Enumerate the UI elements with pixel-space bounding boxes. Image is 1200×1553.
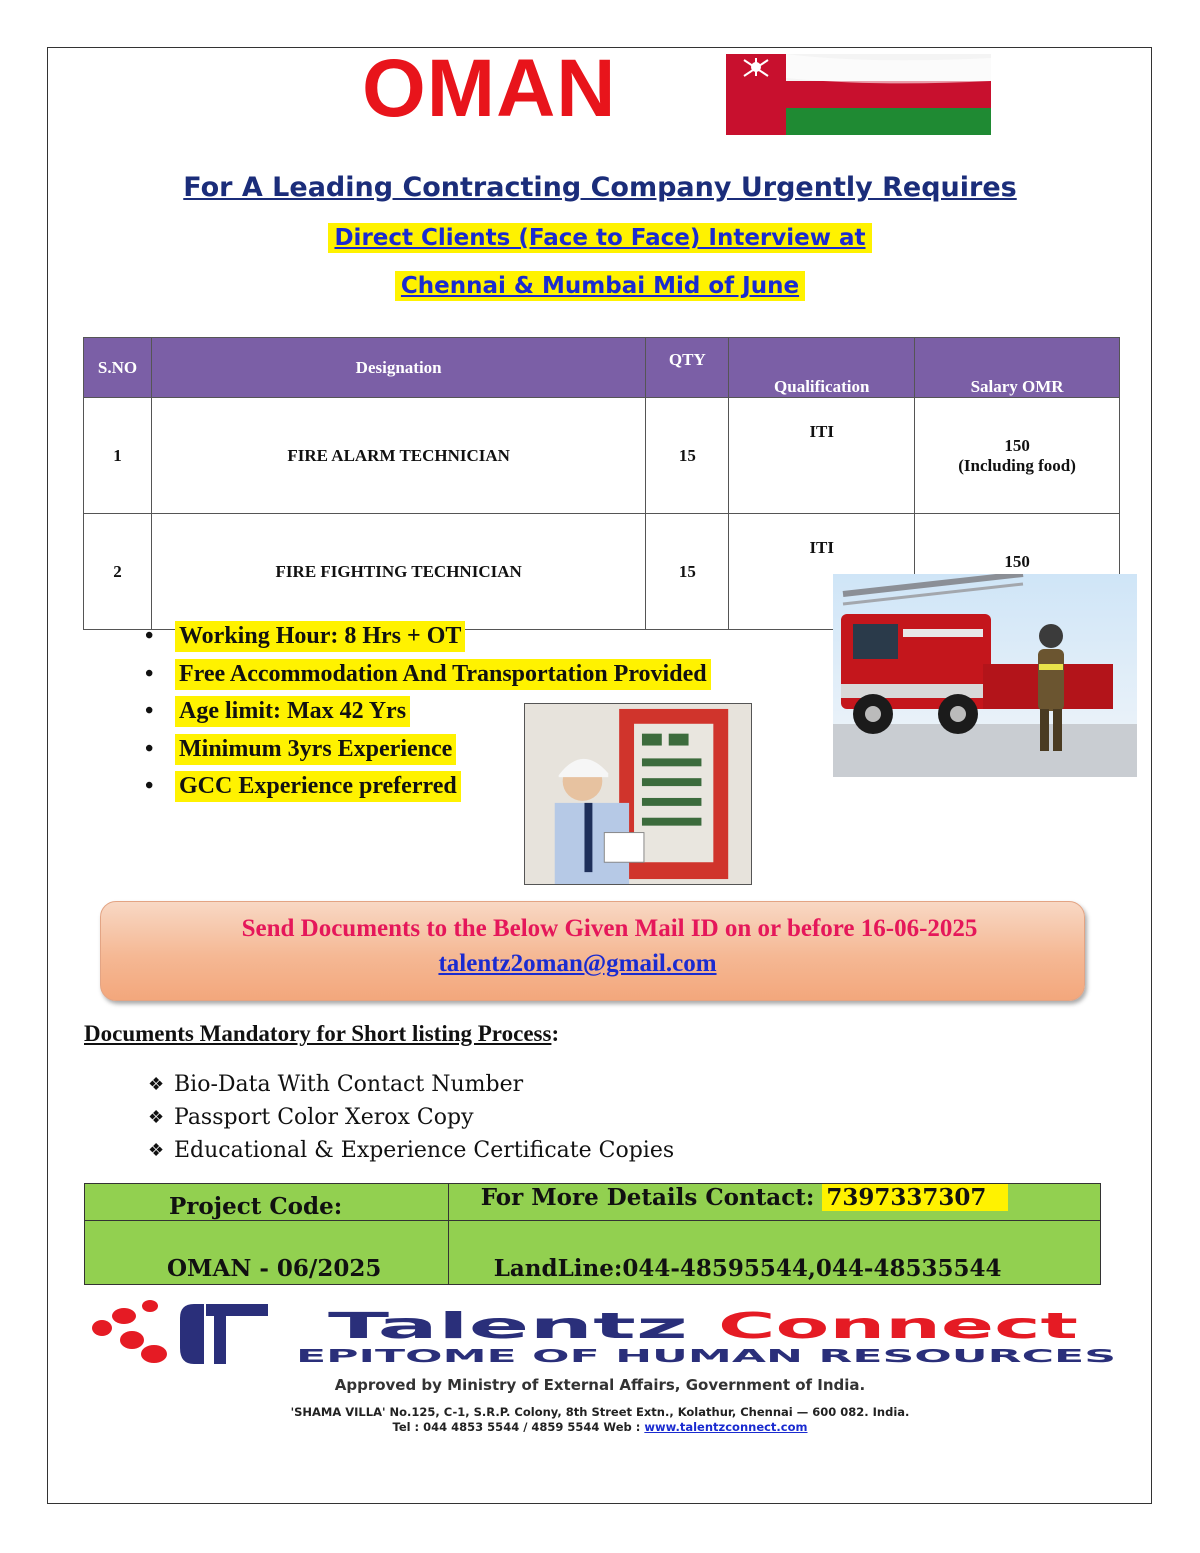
- qty-cell: 15: [646, 398, 729, 514]
- bullet-icon: •: [145, 660, 154, 687]
- salary-value: 150: [1004, 435, 1030, 455]
- headline: For A Leading Contracting Company Urgently Requires: [183, 172, 1017, 203]
- address-line: 'SHAMA VILLA' No.125, C-1, S.R.P. Colony, 8th Street Extn., Kolathur, Chennai — 600 082. India.: [290, 1405, 910, 1419]
- sno-cell: 2: [84, 514, 152, 630]
- diamond-bullet-icon: ❖: [148, 1107, 165, 1128]
- column-header: Salary OMR: [915, 338, 1120, 398]
- approval-line: Approved by Ministry of External Affairs, Government of India.: [334, 1376, 866, 1394]
- column-header: Designation: [151, 338, 645, 398]
- list-item: ❖ Educational & Experience Certificate Copies: [148, 1138, 675, 1163]
- phone-number: 7397337307: [822, 1184, 1008, 1211]
- talentz-logo-icon: [88, 1298, 1128, 1370]
- qty-cell: 15: [646, 514, 729, 630]
- documents-list: [148, 1068, 674, 1167]
- list-item: • Working Hour: 8 Hrs + OT: [145, 618, 711, 656]
- mail-info-box: [100, 901, 1085, 1001]
- bullet-icon: •: [145, 735, 154, 762]
- page-title: OMAN: [362, 43, 617, 134]
- table-header-row: [84, 338, 1120, 398]
- salary-note: (Including food): [958, 455, 1076, 475]
- column-header: Qualification: [729, 338, 915, 398]
- project-code: OMAN - 06/2025: [85, 1221, 449, 1285]
- bullet-icon: •: [145, 698, 154, 725]
- documents-heading: Documents Mandatory for Short listing Process:: [84, 1021, 560, 1046]
- fire-truck-photo: [833, 574, 1137, 777]
- sno-cell: 1: [84, 398, 152, 514]
- bullet-icon: •: [145, 623, 154, 650]
- interview-line-1: Direct Clients (Face to Face) Interview at: [0, 225, 1200, 251]
- tagline: EPITOME OF HUMAN RESOURCES: [296, 1346, 1116, 1367]
- email-link[interactable]: talentz2oman@gmail.com: [438, 950, 717, 977]
- company-name-2: Connect: [718, 1306, 1078, 1347]
- feature-list: [145, 618, 711, 806]
- oman-flag-icon: [726, 54, 991, 135]
- address-block: [0, 1405, 1200, 1435]
- list-item: • GCC Experience preferred: [145, 768, 711, 806]
- list-item: ❖ Passport Color Xerox Copy: [148, 1105, 474, 1130]
- designation-cell: FIRE FIGHTING TECHNICIAN: [151, 514, 645, 630]
- salary-value: 150: [1004, 551, 1030, 571]
- interview-line-2: Chennai & Mumbai Mid of June: [0, 273, 1200, 299]
- list-item: • Free Accommodation And Transportation Provided: [145, 656, 711, 694]
- tel-line: Tel : 044 4853 5544 / 4859 5544 Web : www.talentzconnect.com: [392, 1420, 808, 1434]
- website-link[interactable]: www.talentzconnect.com: [644, 1420, 808, 1434]
- qualification-cell: ITI: [729, 398, 915, 514]
- list-item: • Age limit: Max 42 Yrs: [145, 693, 711, 731]
- mail-instruction: Send Documents to the Below Given Mail ID on or before 16-06-2025: [241, 915, 978, 942]
- project-code-label: Project Code:: [85, 1184, 449, 1221]
- qualification-cell: ITI: [729, 514, 915, 630]
- column-header: S.NO: [84, 338, 152, 398]
- list-item: ❖ Bio-Data With Contact Number: [148, 1072, 524, 1097]
- table-row: [84, 398, 1120, 514]
- list-item: • Minimum 3yrs Experience: [145, 731, 711, 769]
- landline: LandLine:044-48595544,044-48535544: [448, 1221, 1100, 1285]
- contact-table: [84, 1183, 1101, 1285]
- contact-label: For More Details Contact:: [480, 1184, 823, 1211]
- diamond-bullet-icon: ❖: [148, 1074, 165, 1095]
- company-name-1: Talentz: [328, 1306, 688, 1347]
- diamond-bullet-icon: ❖: [148, 1140, 165, 1161]
- salary-cell: [915, 398, 1120, 514]
- bullet-icon: •: [145, 773, 154, 800]
- column-header: QTY: [646, 338, 729, 398]
- contact-details: [448, 1184, 1100, 1221]
- designation-cell: FIRE ALARM TECHNICIAN: [151, 398, 645, 514]
